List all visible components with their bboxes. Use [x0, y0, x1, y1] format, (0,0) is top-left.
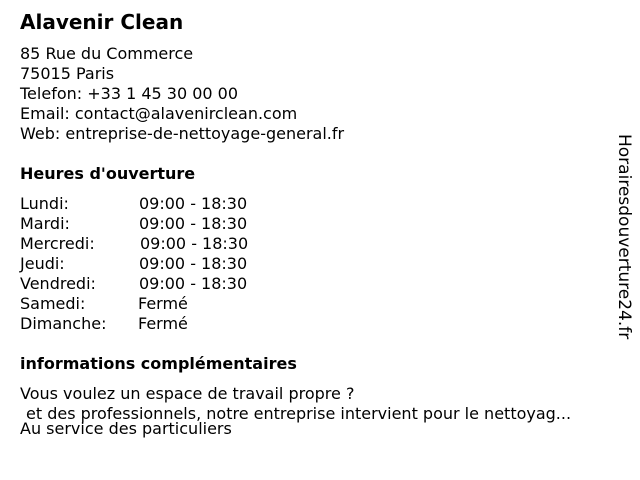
- website: Web: entreprise-de-nettoyage-general.fr: [20, 124, 345, 143]
- email-address: Email: contact@alavenirclean.com: [20, 104, 298, 123]
- hours-day-label: Dimanche:: [20, 314, 107, 333]
- phone-number: Telefon: +33 1 45 30 00 00: [20, 84, 239, 103]
- info-line: et des professionnels, notre entreprise intervient pour le nettoyag...: [26, 404, 572, 423]
- contact-block: [20, 44, 344, 144]
- hours-time-value: 09:00 - 18:30: [140, 234, 249, 253]
- hours-time-value: Fermé: [138, 294, 188, 313]
- hours-day-label: Vendredi:: [20, 274, 96, 293]
- hours-time-value: 09:00 - 18:30: [139, 274, 248, 293]
- side-brand-watermark: Horairesdouverture24.fr: [614, 134, 634, 340]
- hours-heading: Heures d'ouverture: [20, 164, 196, 183]
- additional-info-heading: informations complémentaires: [20, 354, 297, 373]
- address-city: 75015 Paris: [20, 64, 115, 83]
- hours-day-label: Lundi:: [20, 194, 69, 213]
- hours-day-label: Mercredi:: [20, 234, 95, 253]
- address-street: 85 Rue du Commerce: [20, 44, 194, 63]
- hours-day-label: Samedi:: [20, 294, 86, 313]
- hours-time-value: 09:00 - 18:30: [139, 214, 248, 233]
- business-name: Alavenir Clean: [20, 10, 184, 34]
- info-line: Vous voulez un espace de travail propre ?: [20, 384, 355, 403]
- hours-time-value: 09:00 - 18:30: [139, 194, 248, 213]
- info-line: Au service des particuliers: [20, 419, 232, 438]
- hours-time-value: Fermé: [138, 314, 188, 333]
- additional-info-text: [20, 384, 620, 439]
- hours-day-label: Jeudi:: [20, 254, 65, 273]
- hours-day-label: Mardi:: [20, 214, 70, 233]
- hours-time-value: 09:00 - 18:30: [139, 254, 248, 273]
